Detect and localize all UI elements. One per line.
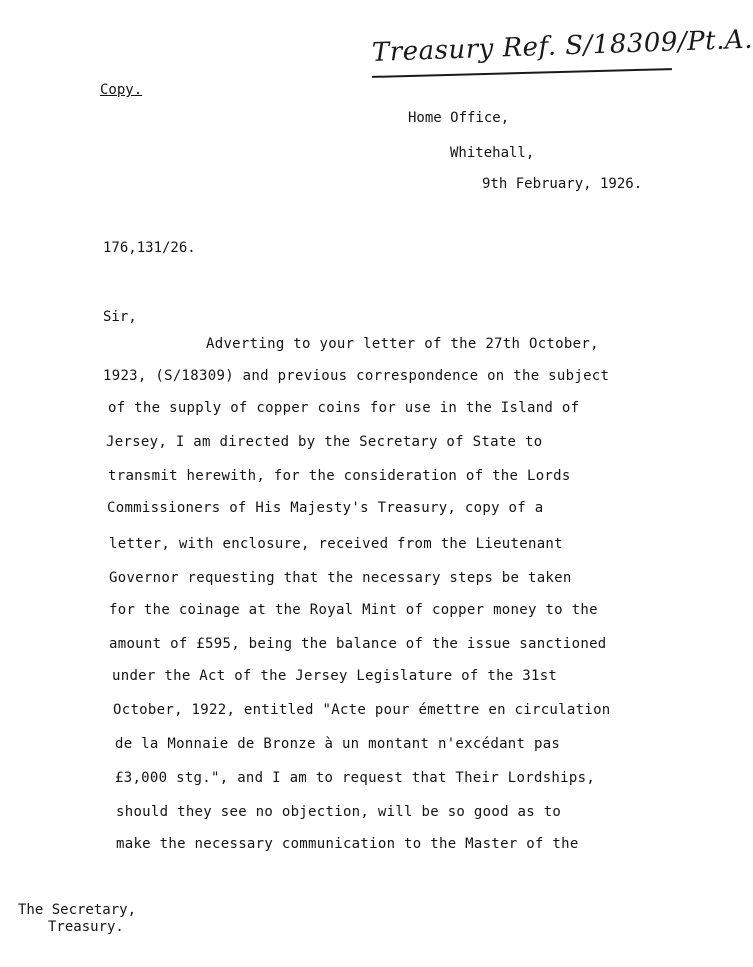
body-line: for the coinage at the Royal Mint of copper money to the [109,602,598,618]
body-line: Governor requesting that the necessary steps be taken [109,570,572,586]
body-line: amount of £595, being the balance of the issue sanctioned [109,636,607,652]
body-line: letter, with enclosure, received from the Lieutenant [109,536,563,552]
body-line: £3,000 stg.", and I am to request that Their Lordships, [115,770,596,786]
reference-number: 176,131/26. [103,240,196,256]
address-line-1: Home Office, [408,110,510,126]
address-line-2: Whitehall, [450,145,535,161]
body-line: 1923, (S/18309) and previous correspondence on the subject [103,368,610,384]
addressee-line-1: The Secretary, [18,902,137,918]
body-line: Adverting to your letter of the 27th October, [206,336,599,352]
handwritten-reference: Treasury Ref. S/18309/Pt.A. [371,24,753,68]
body-line: of the supply of copper coins for use in the Island of [108,400,580,416]
letter-date: 9th February, 1926. [482,176,643,192]
body-line: transmit herewith, for the consideration of the Lords [108,468,571,484]
body-line: Commissioners of His Majesty's Treasury, copy of a [107,500,544,516]
body-line: Jersey, I am directed by the Secretary of State to [106,434,543,450]
body-line: October, 1922, entitled "Acte pour émettre en circulation [113,702,611,718]
reference-underline [372,68,672,78]
body-line: should they see no objection, will be so good as to [116,804,562,820]
body-line: make the necessary communication to the Master of the [116,836,579,852]
salutation: Sir, [103,309,137,325]
addressee-line-2: Treasury. [48,919,124,935]
body-line: under the Act of the Jersey Legislature of the 31st [112,668,558,684]
body-line: de la Monnaie de Bronze à un montant n'excédant pas [115,736,561,752]
copy-label: Copy. [100,82,143,98]
